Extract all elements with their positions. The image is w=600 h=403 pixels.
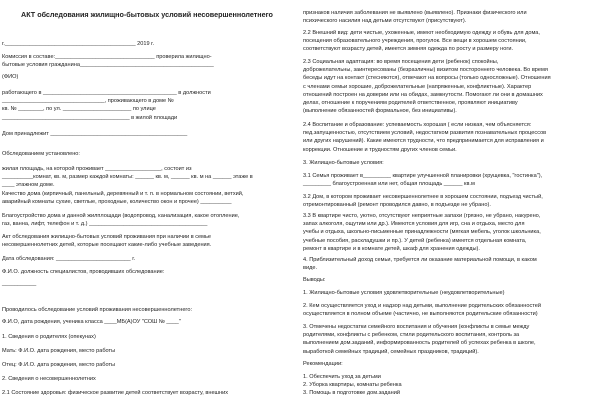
recommendation-3: 3. Помощь в подготовке дом.заданий xyxy=(303,390,401,396)
health-continuation: признаков наличия заболевания не выявлено (выявлено). Признаки физического или психического насилия над детьми отсутствуют (присутствуют). xyxy=(303,10,527,25)
conclusion-2: 2. Кем осуществляется уход и надзор над детьми, выполнение родительских обязанностей осуществляется в полном объеме (частично, не выполняются родительские обязанности) xyxy=(303,303,542,318)
social-adaptation-paragraph: 2.3 Социальная адаптация: во время посещения дети (ребенок) спокойны, доброжелательны, заинтересованы (безразличны) визитом постороннего человека. Во время беседы идут на контакт (стесняются), отвечают на вопросы (только односложные). Отношения с членами семьи хорошие, доброжелательные (напряженные, конфликтные). Характер отношений построен на доверии или на обидах, замкнутости. Помогают ли они в домашних делах, отношение к поручениям родителей ответственное, проявляют инициативу (выполнение обязанностей формальное, без инициативы). xyxy=(303,59,551,115)
living-conditions-heading: 3. Жилищно-бытовые условия: xyxy=(303,160,384,166)
specialists-line: Ф.И.О. должность специалистов, проводивших обследование: xyxy=(2,269,165,275)
specialists-blank: ___________ xyxy=(2,281,37,287)
house-quality-paragraph: Качество дома (кирпичный, панельный, деревянный и т. п. в нормальном состоянии, ветхий, аварийный комнаты сухие, светлые, проходные, количество окон и прочее) __________ xyxy=(2,191,244,206)
student-line: Ф.И.О, дата рождения, ученика класса ____МБ(А)ОУ "СОШ № ____" xyxy=(2,319,181,325)
recommendation-2: 2. Уборка квартиры, комнаты ребенка xyxy=(303,382,402,388)
act-purpose-paragraph: Акт обследования жилищно-бытовых условий проживания при наличии в семье несовершеннолетних детей, которые посещают какие-либо учебные заведения. xyxy=(2,234,212,249)
family-income-paragraph: 4. Приблизительный доход семьи, требуется ли оказание материальной помощи, в каком виде. xyxy=(303,257,537,272)
date-line: г.__________________________________________ 2019 г. xyxy=(2,41,155,47)
minors-heading: 2. Сведения о несовершеннолетних xyxy=(2,376,96,382)
established-heading: Обследованием установлено: xyxy=(2,151,80,157)
mother-line: Мать: Ф.И.О. дата рождения, место работы xyxy=(2,348,116,354)
conducted-line: Проводилось обследование условий проживания несовершеннолетнего: xyxy=(2,307,193,313)
fio-caption: (ФИО) xyxy=(2,74,19,80)
living-area-paragraph: жилая площадь, на которой проживает __________________, состоит из __________комнат, кв. м, размер каждой комнаты: ______ кв. м, ______ кв. м на ______ этаже в ____ этажном доме. xyxy=(2,166,253,189)
education-paragraph: 2.4 Воспитание и образование: успеваемость хорошая ( если низкая, чем объясняется: пед.запущенностью, отсутствием условий, недостатком развития познавательных процессов или других нарушений). Какие имеются трудности, что предпринимается для исправления и коррекции. Отношение и трудностям других членов семьи. xyxy=(303,122,547,153)
apartment-cleanliness-paragraph: 3.3 В квартире чисто, уютно, отсутствуют неприятные запахи (грязно, не убрано, накурено, запах алкоголя, ощутим или др.). Имеются условия для игр, сна и отдыха, место для учебы и отдыха, школьно-письменные принадлежности (мягкая мебель, уголок школьника, учебные пособия, раскладушки и пр.). У детей (ребенка) имеется отдельная комната, ремонт в квартире и в комнате детей, шкаф для хранения одежды). xyxy=(303,213,541,252)
apartment-paragraph: 3.1 Семья проживает в_________ квартире улучшенной планировки (хрущевка, "гостинка"), _________ благоустроенная или нет, общая площадь ______ кв.м xyxy=(303,173,543,188)
conclusion-1: 1. Жилищно-бытовые условия удовлетворительные (неудовлетворительные) xyxy=(303,290,505,296)
recommendations-heading: Рекомендации: xyxy=(303,361,343,367)
house-condition-paragraph: 3.2 Дом, в котором проживает несовершеннолетнее в хорошем состоянии, подъезд чистый, отремонтированный (ремонт проводился давно, в подъезде не убрано). xyxy=(303,194,543,209)
father-line: Отец: Ф.И.О. дата рождения, место работы xyxy=(2,362,116,368)
health-line: 2.1 Состояние здоровья: физическое развитие детей соответствует возрасту, внешних xyxy=(2,390,229,396)
amenities-paragraph: Благоустройство дома и данной жилплощади (водопровод, канализация, какое отопление, газ, ванна, лифт, телефон и т. д.) ______________________________________ xyxy=(2,213,240,228)
appearance-paragraph: 2.2 Внешний вид: дети чистые, ухоженные, имеют необходимую одежду и обувь для дома, посещения образовательного учреждения, прогулок. Все вещи в хорошем состоянии, соответствуют возрасту детей, имеется зимняя одежда по росту и размеру ноги. xyxy=(303,30,540,53)
document-title: АКТ обследования жилищно-бытовых условий несовершеннолетнего xyxy=(21,10,273,19)
conclusions-heading: Выводы: xyxy=(303,277,326,283)
conclusion-3: 3. Отмечены недостатки семейного воспитания и обучения (конфликты в семье между родителями, конфликты с ребенком, стили родительского воспитания, контроль за выполнением дом.заданий, информированность родителей об успехах ребенка в школе, выработкой семейных традиций, семейных праздников, традиций). xyxy=(303,324,536,355)
workplace-lines: работающего в ___________________________________________ в должности _________________________________, проживающего в доме № кв. № ________, по ул. ______________________ по улице _________________________________________ в жилой площади xyxy=(2,90,211,121)
recommendation-1: 1. Обеспечить уход за детьми xyxy=(303,374,381,380)
parents-heading: 1. Сведения о родителях (опекунах) xyxy=(2,334,96,340)
exam-date-line: Дата обследования: ________________________ г. xyxy=(2,256,136,262)
house-owner-line: Дом принадлежит ____________________________________________ xyxy=(2,131,188,137)
commission-line: Комиссия в составе:________________________________ проверила жилищно- бытовые условия гражданина___________________________________________ xyxy=(2,54,214,69)
